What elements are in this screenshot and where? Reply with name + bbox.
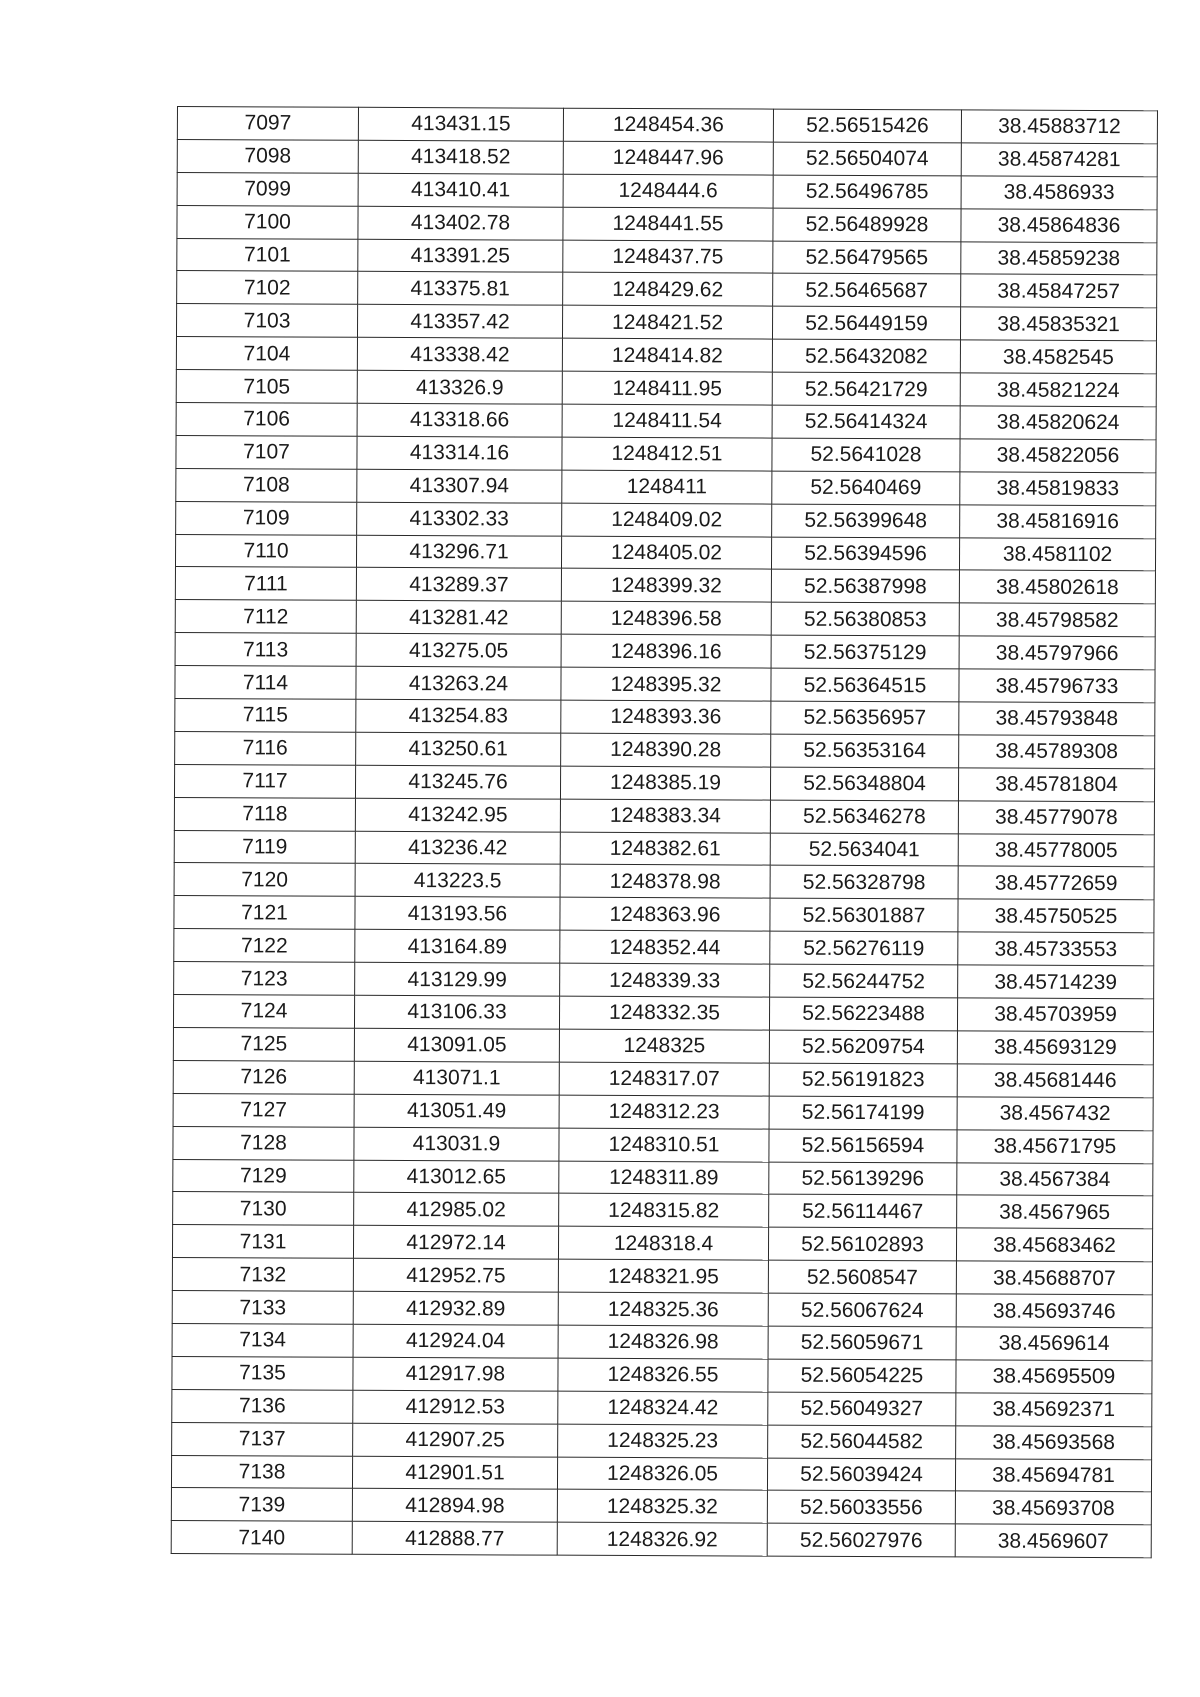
- y-coordinate-cell: 1248326.55: [558, 1358, 768, 1392]
- x-coordinate-cell: 413296.71: [356, 535, 561, 569]
- latitude-cell: 52.56515426: [773, 109, 961, 143]
- table-row: [175, 567, 1155, 604]
- latitude-cell: 52.56346278: [770, 800, 958, 834]
- longitude-cell: 38.45874281: [961, 143, 1157, 177]
- point-number-cell: 7132: [172, 1258, 353, 1292]
- point-number-cell: 7129: [173, 1159, 354, 1193]
- point-number-cell: 7128: [173, 1126, 354, 1160]
- latitude-cell: 52.56348804: [770, 767, 958, 801]
- longitude-cell: 38.45847257: [961, 274, 1157, 308]
- latitude-cell: 52.56039424: [767, 1458, 955, 1492]
- y-coordinate-cell: 1248396.16: [561, 634, 771, 668]
- longitude-cell: 38.45802618: [959, 570, 1155, 604]
- y-coordinate-cell: 1248326.05: [557, 1457, 767, 1491]
- latitude-cell: 52.56414324: [772, 405, 960, 439]
- x-coordinate-cell: 413431.15: [358, 107, 563, 141]
- x-coordinate-cell: 413193.56: [355, 897, 560, 931]
- x-coordinate-cell: 412894.98: [352, 1489, 557, 1523]
- x-coordinate-cell: 413391.25: [358, 239, 563, 273]
- latitude-cell: 52.56156594: [769, 1129, 957, 1163]
- table-row: [174, 830, 1154, 867]
- table-body: [171, 107, 1157, 1558]
- x-coordinate-cell: 413129.99: [355, 962, 560, 996]
- table-row: [176, 468, 1156, 505]
- point-number-cell: 7114: [175, 666, 356, 700]
- latitude-cell: 52.56191823: [769, 1063, 957, 1097]
- point-number-cell: 7122: [174, 929, 355, 963]
- y-coordinate-cell: 1248437.75: [563, 240, 773, 274]
- latitude-cell: 52.56432082: [772, 339, 960, 373]
- point-number-cell: 7109: [176, 501, 357, 535]
- y-coordinate-cell: 1248312.23: [559, 1095, 769, 1129]
- longitude-cell: 38.45772659: [958, 866, 1154, 900]
- table-row: [177, 238, 1157, 275]
- point-number-cell: 7101: [177, 238, 358, 272]
- latitude-cell: 52.56394596: [771, 537, 959, 571]
- longitude-cell: 38.45819833: [960, 472, 1156, 506]
- longitude-cell: 38.45671795: [957, 1130, 1153, 1164]
- longitude-cell: 38.45864836: [961, 209, 1157, 243]
- latitude-cell: 52.56139296: [769, 1162, 957, 1196]
- table-row: [173, 995, 1153, 1032]
- table-row: [176, 501, 1156, 538]
- point-number-cell: 7105: [176, 370, 357, 404]
- x-coordinate-cell: 413338.42: [357, 338, 562, 372]
- table-row: [171, 1521, 1151, 1558]
- y-coordinate-cell: 1248326.98: [558, 1325, 768, 1359]
- x-coordinate-cell: 413314.16: [357, 436, 562, 470]
- longitude-cell: 38.4567432: [957, 1097, 1153, 1131]
- x-coordinate-cell: 413091.05: [354, 1028, 559, 1062]
- longitude-cell: 38.45781804: [958, 768, 1154, 802]
- x-coordinate-cell: 413289.37: [356, 568, 561, 602]
- y-coordinate-cell: 1248409.02: [562, 503, 772, 537]
- table-row: [173, 1192, 1153, 1229]
- coordinates-table: [171, 106, 1158, 1558]
- longitude-cell: 38.45703959: [957, 998, 1153, 1032]
- latitude-cell: 52.56049327: [768, 1392, 956, 1426]
- latitude-cell: 52.56489928: [773, 208, 961, 242]
- y-coordinate-cell: 1248393.36: [561, 700, 771, 734]
- table-row: [172, 1422, 1152, 1459]
- y-coordinate-cell: 1248352.44: [560, 930, 770, 964]
- x-coordinate-cell: 413242.95: [355, 798, 560, 832]
- latitude-cell: 52.56479565: [773, 241, 961, 275]
- point-number-cell: 7140: [171, 1521, 352, 1555]
- point-number-cell: 7107: [176, 435, 357, 469]
- y-coordinate-cell: 1248399.32: [561, 569, 771, 603]
- latitude-cell: 52.56244752: [770, 964, 958, 998]
- x-coordinate-cell: 413164.89: [355, 930, 560, 964]
- point-number-cell: 7123: [174, 962, 355, 996]
- table-row: [172, 1323, 1152, 1360]
- point-number-cell: 7103: [176, 304, 357, 338]
- x-coordinate-cell: 413326.9: [357, 370, 562, 404]
- latitude-cell: 52.56449159: [772, 306, 960, 340]
- y-coordinate-cell: 1248321.95: [558, 1259, 768, 1293]
- longitude-cell: 38.45694781: [955, 1458, 1151, 1492]
- y-coordinate-cell: 1248311.89: [559, 1161, 769, 1195]
- y-coordinate-cell: 1248412.51: [562, 437, 772, 471]
- y-coordinate-cell: 1248383.34: [560, 799, 770, 833]
- table-row: [174, 764, 1154, 801]
- longitude-cell: 38.45714239: [958, 965, 1154, 999]
- x-coordinate-cell: 413236.42: [355, 831, 560, 865]
- y-coordinate-cell: 1248444.6: [563, 174, 773, 208]
- longitude-cell: 38.45692371: [956, 1393, 1152, 1427]
- longitude-cell: 38.45797966: [959, 636, 1155, 670]
- latitude-cell: 52.56276119: [770, 931, 958, 965]
- y-coordinate-cell: 1248411: [562, 470, 772, 504]
- table-row: [173, 1093, 1153, 1130]
- point-number-cell: 7125: [173, 1027, 354, 1061]
- x-coordinate-cell: 413402.78: [358, 206, 563, 240]
- y-coordinate-cell: 1248396.58: [561, 602, 771, 636]
- table-row: [176, 370, 1156, 407]
- latitude-cell: 52.56364515: [771, 668, 959, 702]
- latitude-cell: 52.56421729: [772, 372, 960, 406]
- table-row: [172, 1389, 1152, 1426]
- y-coordinate-cell: 1248382.61: [560, 832, 770, 866]
- x-coordinate-cell: 413307.94: [357, 469, 562, 503]
- table-row: [173, 1060, 1153, 1097]
- x-coordinate-cell: 412917.98: [353, 1357, 558, 1391]
- longitude-cell: 38.45693746: [956, 1294, 1152, 1328]
- y-coordinate-cell: 1248325: [559, 1029, 769, 1063]
- y-coordinate-cell: 1248405.02: [561, 536, 771, 570]
- longitude-cell: 38.45793848: [959, 702, 1155, 736]
- x-coordinate-cell: 412985.02: [354, 1193, 559, 1227]
- longitude-cell: 38.45683462: [956, 1228, 1152, 1262]
- latitude-cell: 52.5608547: [768, 1260, 956, 1294]
- table-row: [171, 1455, 1151, 1492]
- y-coordinate-cell: 1248363.96: [560, 898, 770, 932]
- longitude-cell: 38.4581102: [959, 537, 1155, 571]
- longitude-cell: 38.45796733: [959, 669, 1155, 703]
- x-coordinate-cell: 413318.66: [357, 403, 562, 437]
- table-row: [173, 1126, 1153, 1163]
- point-number-cell: 7104: [176, 337, 357, 371]
- point-number-cell: 7131: [172, 1225, 353, 1259]
- table-row: [175, 633, 1155, 670]
- point-number-cell: 7112: [175, 600, 356, 634]
- y-coordinate-cell: 1248390.28: [561, 733, 771, 767]
- longitude-cell: 38.45816916: [960, 505, 1156, 539]
- latitude-cell: 52.5634041: [770, 833, 958, 867]
- y-coordinate-cell: 1248324.42: [558, 1391, 768, 1425]
- latitude-cell: 52.56027976: [767, 1523, 955, 1557]
- point-number-cell: 7110: [175, 534, 356, 568]
- point-number-cell: 7124: [173, 995, 354, 1029]
- table-row: [172, 1356, 1152, 1393]
- y-coordinate-cell: 1248317.07: [559, 1062, 769, 1096]
- x-coordinate-cell: 413245.76: [355, 765, 560, 799]
- x-coordinate-cell: 413302.33: [357, 502, 562, 536]
- latitude-cell: 52.56375129: [771, 635, 959, 669]
- table-row: [175, 600, 1155, 637]
- longitude-cell: 38.45821224: [960, 373, 1156, 407]
- longitude-cell: 38.45695509: [956, 1360, 1152, 1394]
- longitude-cell: 38.4567965: [957, 1195, 1153, 1229]
- point-number-cell: 7098: [177, 139, 358, 173]
- point-number-cell: 7136: [172, 1389, 353, 1423]
- x-coordinate-cell: 413223.5: [355, 864, 560, 898]
- table-row: [175, 731, 1155, 768]
- x-coordinate-cell: 413250.61: [356, 732, 561, 766]
- x-coordinate-cell: 412924.04: [353, 1324, 558, 1358]
- y-coordinate-cell: 1248315.82: [559, 1194, 769, 1228]
- x-coordinate-cell: 413051.49: [354, 1094, 559, 1128]
- latitude-cell: 52.56114467: [769, 1194, 957, 1228]
- y-coordinate-cell: 1248421.52: [562, 306, 772, 340]
- y-coordinate-cell: 1248395.32: [561, 667, 771, 701]
- point-number-cell: 7113: [175, 633, 356, 667]
- table-row: [177, 139, 1157, 176]
- latitude-cell: 52.56465687: [773, 274, 961, 308]
- table-row: [175, 534, 1155, 571]
- latitude-cell: 52.56033556: [767, 1490, 955, 1524]
- table-row: [172, 1258, 1152, 1295]
- longitude-cell: 38.4569607: [955, 1524, 1151, 1558]
- y-coordinate-cell: 1248326.92: [557, 1522, 767, 1556]
- point-number-cell: 7106: [176, 403, 357, 437]
- longitude-cell: 38.4586933: [961, 176, 1157, 210]
- longitude-cell: 38.45822056: [960, 439, 1156, 473]
- table-row: [177, 205, 1157, 242]
- x-coordinate-cell: 413031.9: [354, 1127, 559, 1161]
- x-coordinate-cell: 413254.83: [356, 699, 561, 733]
- latitude-cell: 52.56504074: [773, 142, 961, 176]
- latitude-cell: 52.5640469: [772, 471, 960, 505]
- table-row: [175, 699, 1155, 736]
- latitude-cell: 52.56356957: [771, 701, 959, 735]
- table-row: [176, 304, 1156, 341]
- y-coordinate-cell: 1248414.82: [562, 338, 772, 372]
- point-number-cell: 7099: [177, 172, 358, 206]
- x-coordinate-cell: 412888.77: [352, 1522, 557, 1556]
- point-number-cell: 7118: [174, 797, 355, 831]
- y-coordinate-cell: 1248310.51: [559, 1128, 769, 1162]
- point-number-cell: 7120: [174, 863, 355, 897]
- latitude-cell: 52.56328798: [770, 866, 958, 900]
- table-row: [177, 271, 1157, 308]
- table-row: [174, 863, 1154, 900]
- y-coordinate-cell: 1248332.35: [559, 996, 769, 1030]
- point-number-cell: 7097: [177, 107, 358, 141]
- latitude-cell: 52.56054225: [768, 1359, 956, 1393]
- point-number-cell: 7135: [172, 1356, 353, 1390]
- x-coordinate-cell: 412972.14: [353, 1226, 558, 1260]
- point-number-cell: 7133: [172, 1291, 353, 1325]
- table-row: [172, 1225, 1152, 1262]
- table-row: [174, 962, 1154, 999]
- table-row: [175, 666, 1155, 703]
- x-coordinate-cell: 413281.42: [356, 601, 561, 635]
- point-number-cell: 7138: [171, 1455, 352, 1489]
- x-coordinate-cell: 413071.1: [354, 1061, 559, 1095]
- latitude-cell: 52.56174199: [769, 1096, 957, 1130]
- latitude-cell: 52.56102893: [768, 1227, 956, 1261]
- y-coordinate-cell: 1248429.62: [563, 273, 773, 307]
- x-coordinate-cell: 413357.42: [357, 305, 562, 339]
- point-number-cell: 7111: [175, 567, 356, 601]
- point-number-cell: 7127: [173, 1093, 354, 1127]
- table-row: [174, 929, 1154, 966]
- latitude-cell: 52.56044582: [768, 1425, 956, 1459]
- latitude-cell: 52.56209754: [769, 1030, 957, 1064]
- table-row: [177, 172, 1157, 209]
- point-number-cell: 7126: [173, 1060, 354, 1094]
- y-coordinate-cell: 1248441.55: [563, 207, 773, 241]
- longitude-cell: 38.45859238: [961, 241, 1157, 275]
- table-row: [173, 1027, 1153, 1064]
- x-coordinate-cell: 412912.53: [353, 1390, 558, 1424]
- y-coordinate-cell: 1248325.32: [557, 1490, 767, 1524]
- longitude-cell: 38.45835321: [960, 307, 1156, 341]
- x-coordinate-cell: 413106.33: [354, 995, 559, 1029]
- y-coordinate-cell: 1248325.23: [558, 1424, 768, 1458]
- y-coordinate-cell: 1248385.19: [560, 766, 770, 800]
- x-coordinate-cell: 413410.41: [358, 173, 563, 207]
- table-row: [176, 337, 1156, 374]
- x-coordinate-cell: 413375.81: [358, 272, 563, 306]
- longitude-cell: 38.45820624: [960, 406, 1156, 440]
- x-coordinate-cell: 413012.65: [354, 1160, 559, 1194]
- latitude-cell: 52.56380853: [771, 602, 959, 636]
- latitude-cell: 52.56399648: [772, 504, 960, 538]
- x-coordinate-cell: 413275.05: [356, 634, 561, 668]
- table-row: [171, 1488, 1151, 1525]
- table-row: [176, 435, 1156, 472]
- point-number-cell: 7134: [172, 1323, 353, 1357]
- point-number-cell: 7117: [174, 764, 355, 798]
- point-number-cell: 7108: [176, 468, 357, 502]
- longitude-cell: 38.45779078: [958, 801, 1154, 835]
- x-coordinate-cell: 412952.75: [353, 1258, 558, 1292]
- y-coordinate-cell: 1248339.33: [560, 963, 770, 997]
- latitude-cell: 52.56067624: [768, 1293, 956, 1327]
- table-row: [174, 797, 1154, 834]
- y-coordinate-cell: 1248378.98: [560, 865, 770, 899]
- y-coordinate-cell: 1248325.36: [558, 1292, 768, 1326]
- point-number-cell: 7121: [174, 896, 355, 930]
- longitude-cell: 38.45693568: [956, 1426, 1152, 1460]
- longitude-cell: 38.45688707: [956, 1261, 1152, 1295]
- point-number-cell: 7137: [172, 1422, 353, 1456]
- point-number-cell: 7130: [173, 1192, 354, 1226]
- x-coordinate-cell: 412907.25: [353, 1423, 558, 1457]
- table-row: [173, 1159, 1153, 1196]
- x-coordinate-cell: 413263.24: [356, 666, 561, 700]
- latitude-cell: 52.56301887: [770, 898, 958, 932]
- latitude-cell: 52.5641028: [772, 438, 960, 472]
- longitude-cell: 38.4567384: [957, 1162, 1153, 1196]
- y-coordinate-cell: 1248318.4: [558, 1226, 768, 1260]
- longitude-cell: 38.45778005: [958, 834, 1154, 868]
- longitude-cell: 38.45883712: [961, 110, 1157, 144]
- point-number-cell: 7102: [177, 271, 358, 305]
- y-coordinate-cell: 1248411.54: [562, 404, 772, 438]
- y-coordinate-cell: 1248411.95: [562, 371, 772, 405]
- point-number-cell: 7139: [171, 1488, 352, 1522]
- x-coordinate-cell: 413418.52: [358, 140, 563, 174]
- longitude-cell: 38.4569614: [956, 1327, 1152, 1361]
- y-coordinate-cell: 1248454.36: [563, 108, 773, 142]
- longitude-cell: 38.45789308: [959, 735, 1155, 769]
- longitude-cell: 38.4582545: [960, 340, 1156, 374]
- point-number-cell: 7115: [175, 699, 356, 733]
- x-coordinate-cell: 412932.89: [353, 1291, 558, 1325]
- latitude-cell: 52.56059671: [768, 1326, 956, 1360]
- table-row: [177, 107, 1157, 144]
- latitude-cell: 52.56223488: [769, 997, 957, 1031]
- point-number-cell: 7116: [175, 731, 356, 765]
- longitude-cell: 38.45693129: [957, 1031, 1153, 1065]
- point-number-cell: 7119: [174, 830, 355, 864]
- table-row: [174, 896, 1154, 933]
- x-coordinate-cell: 412901.51: [352, 1456, 557, 1490]
- latitude-cell: 52.56387998: [771, 570, 959, 604]
- y-coordinate-cell: 1248447.96: [563, 141, 773, 175]
- point-number-cell: 7100: [177, 205, 358, 239]
- latitude-cell: 52.56353164: [771, 734, 959, 768]
- longitude-cell: 38.45693708: [955, 1491, 1151, 1525]
- longitude-cell: 38.45681446: [957, 1064, 1153, 1098]
- latitude-cell: 52.56496785: [773, 175, 961, 209]
- table-row: [172, 1291, 1152, 1328]
- longitude-cell: 38.45733553: [958, 932, 1154, 966]
- table-row: [176, 403, 1156, 440]
- longitude-cell: 38.45798582: [959, 603, 1155, 637]
- longitude-cell: 38.45750525: [958, 899, 1154, 933]
